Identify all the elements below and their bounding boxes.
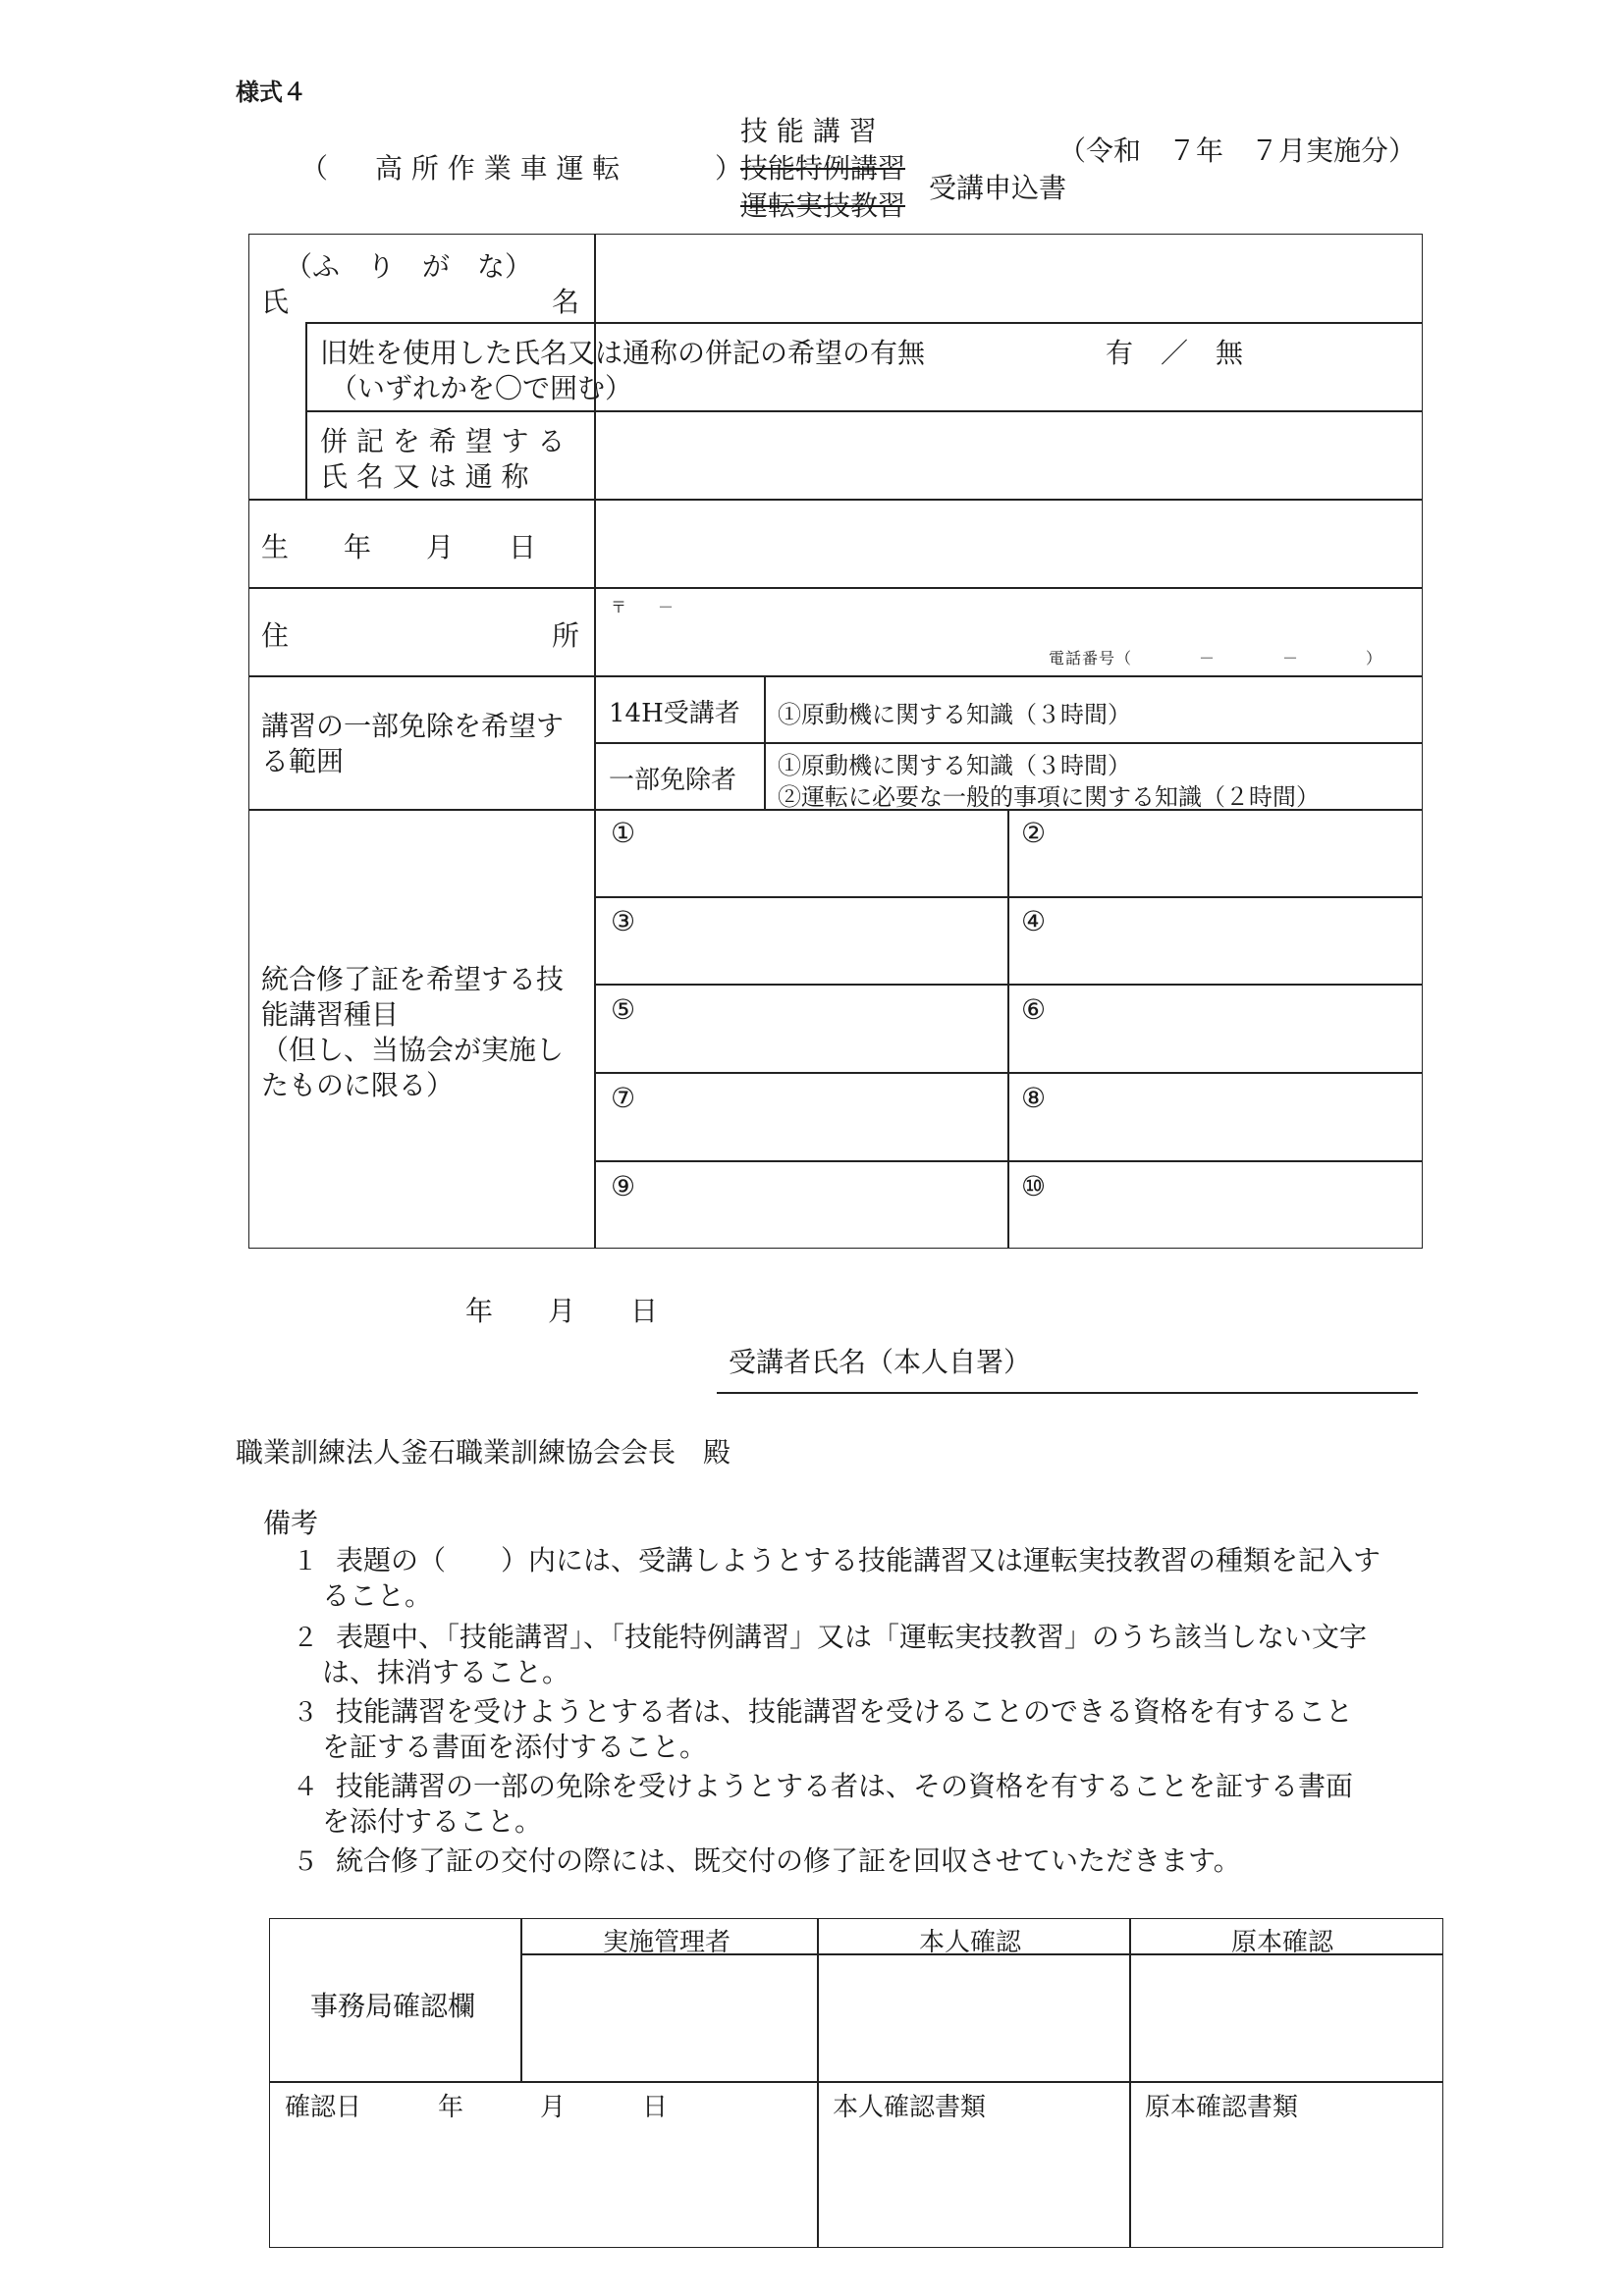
header-implementation-manager: 実施管理者 [603,1928,731,1957]
notes-heading: 備考 [263,1507,319,1539]
integrated-certificate-note: （但し、当協会が実施したものに限る） [261,1034,565,1101]
integrated-slot-7[interactable]: ⑦ [611,1082,636,1114]
address-label-right: 所 [552,619,580,652]
integrated-certificate-label: 統合修了証を希望する技能講習種目 [261,963,565,1031]
integrated-slot-8[interactable]: ⑧ [1021,1082,1047,1114]
integrated-slot-5[interactable]: ⑤ [611,993,636,1026]
title-type-skill-course: 技 能 講 習 [740,115,877,147]
signature-line[interactable] [717,1392,1418,1394]
title-open-paren: （ [300,152,329,185]
exemption-type-partial: 一部免除者 [609,766,737,795]
integrated-slot-9[interactable]: ⑨ [611,1170,636,1202]
note-1-line-1: 表題の（ ）内には、受講しようとする技能講習又は運転実技教習の種類を記入す [336,1544,1381,1576]
name-input-area[interactable] [599,238,1419,320]
header-identity-check: 本人確認 [919,1928,1022,1957]
title-session: （令和 ７年 ７月実施分） [1058,134,1417,167]
combined-name-label-1: 併 記 を 希 望 す る [320,425,566,457]
note-2-line-2: は、抹消すること。 [322,1656,570,1688]
maiden-name-options[interactable]: 有 ／ 無 [1106,337,1244,369]
title-course-name: 高 所 作 業 車 運 転 [375,152,621,185]
addressee: 職業訓練法人釜石職業訓練協会会長 殿 [236,1436,731,1468]
note-1-line-2: ること。 [322,1579,433,1612]
manager-stamp-area[interactable] [524,1957,815,2079]
note-5-number: ５ [293,1847,319,1877]
note-2-number: ２ [293,1624,319,1653]
note-3-line-1: 技能講習を受けようとする者は、技能講習を受けることのできる資格を有すること [336,1695,1354,1728]
birth-date-input-area[interactable] [599,503,1419,585]
maiden-name-instruction: （いずれかを〇で囲む） [330,372,633,404]
note-4-line-2: を添付すること。 [322,1805,543,1838]
identity-documents-label: 本人確認書類 [833,2093,987,2122]
note-5-line-1: 統合修了証の交付の際には、既交付の修了証を回収させていただきます。 [336,1844,1241,1877]
exemption-partial-item-1: ①原動機に関する知識（３時間） [778,752,1131,779]
note-3-line-2: を証する書面を添付すること。 [322,1731,708,1763]
office-confirmation-label: 事務局確認欄 [310,1990,476,2022]
note-4-number: ４ [293,1773,319,1802]
application-date[interactable]: 年 月 日 [465,1295,659,1327]
name-label-right: 名 [552,286,580,318]
phone-number-field[interactable]: 電話番号（ － － ） [1049,649,1383,667]
exemption-14h-item-1: ①原動機に関する知識（３時間） [778,701,1131,728]
title-suffix: 受講申込書 [929,172,1067,204]
furigana-label: （ふ り が な） [285,250,533,283]
note-1-number: １ [293,1547,319,1576]
header-original-check: 原本確認 [1231,1928,1334,1957]
birth-date-label: 生 年 月 日 [261,531,537,563]
integrated-slot-6[interactable]: ⑥ [1021,993,1047,1026]
original-stamp-area[interactable] [1133,1957,1441,2079]
identity-stamp-area[interactable] [821,1957,1127,2079]
combined-name-label-2: 氏 名 又 は 通 称 [320,460,529,493]
title-close-paren: ） [715,152,743,185]
original-documents-label: 原本確認書類 [1145,2093,1299,2122]
title-type-special-course: 技能特例講習 [740,152,906,185]
name-label-left: 氏 [261,286,290,318]
note-4-line-1: 技能講習の一部の免除を受けようとする者は、その資格を有することを証する書面 [336,1770,1354,1802]
form-number: 様式４ [236,79,306,106]
exemption-partial-item-2: ②運転に必要な一般的事項に関する知識（２時間） [778,783,1320,811]
title-type-driving-course: 運転実技教習 [740,189,906,222]
integrated-slot-2[interactable]: ② [1021,817,1047,849]
maiden-name-question: 旧姓を使用した氏名又は通称の併記の希望の有無 [320,337,926,369]
integrated-slot-1[interactable]: ① [611,817,636,849]
note-2-line-1: 表題中、「技能講習」、「技能特例講習」又は「運転実技教習」のうち該当しない文字 [336,1621,1368,1653]
exemption-label: 講習の一部免除を希望する範囲 [261,710,565,777]
integrated-slot-4[interactable]: ④ [1021,905,1047,937]
exemption-type-14h: 14H受講者 [609,699,740,728]
integrated-slot-10[interactable]: ⑩ [1021,1170,1047,1202]
integrated-slot-3[interactable]: ③ [611,905,636,937]
note-3-number: ３ [293,1698,319,1728]
postal-mark: 〒 － [611,598,675,616]
confirmation-date[interactable]: 確認日 年 月 日 [285,2093,669,2122]
address-label-left: 住 [261,619,290,652]
applicant-signature-label: 受講者氏名（本人自署） [729,1346,1032,1378]
combined-name-input-area[interactable] [599,414,1419,497]
